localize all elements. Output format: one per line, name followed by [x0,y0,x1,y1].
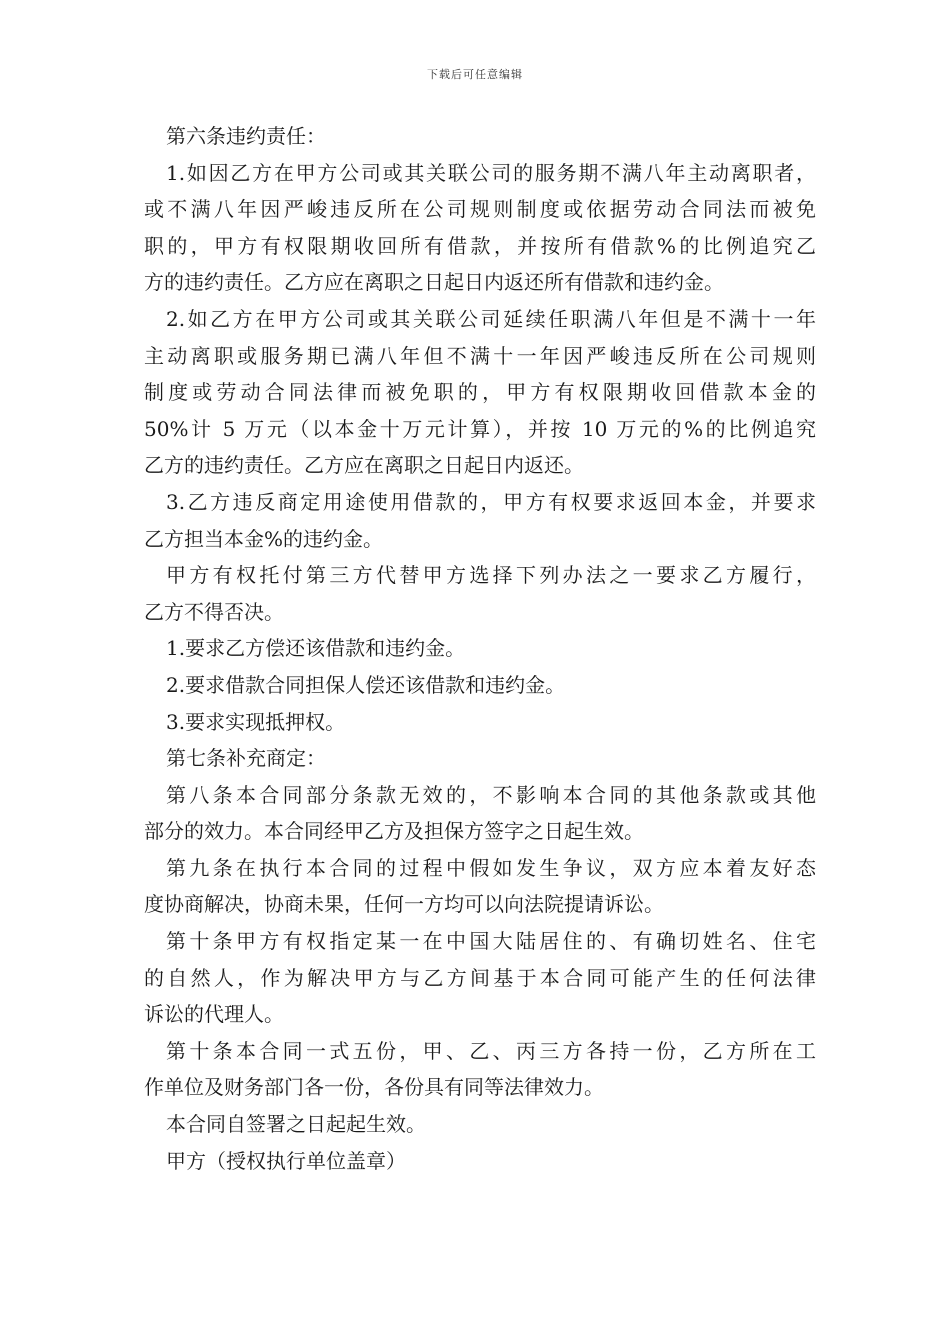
text-line: 部分的效力。本合同经甲乙方及担保方签字之日起生效。 [144,819,644,844]
text-line: 3.乙方违反商定用途使用借款的，甲方有权要求返回本金，并要求 [166,489,816,514]
text-line: 职的，甲方有权限期收回所有借款，并按所有借款%的比例追究乙 [144,233,816,258]
text-line: 1.要求乙方偿还该借款和违约金。 [166,636,466,661]
document-text [144,118,816,1179]
text-line: 甲方有权托付第三方代替甲方选择下列办法之一要求乙方履行， [166,563,816,588]
text-line: 第十条本合同一式五份，甲、乙、丙三方各持一份，乙方所在工 [166,1038,816,1063]
text-line: 方的违约责任。乙方应在离职之日起日内返还所有借款和违约金。 [144,270,724,295]
text-line: 本合同自签署之日起起生效。 [166,1112,426,1137]
text-line: 或不满八年因严峻违反所在公司规则制度或依据劳动合同法而被免 [144,197,816,222]
text-line: 主动离职或服务期已满八年但不满十一年因严峻违反所在公司规则 [144,343,816,368]
text-line: 作单位及财务部门各一份，各份具有同等法律效力。 [144,1075,604,1100]
text-line: 第十条甲方有权指定某一在中国大陆居住的、有确切姓名、住宅 [166,929,816,954]
text-line: 第八条本合同部分条款无效的，不影响本合同的其他条款或其他 [166,782,816,807]
text-line: 1.如因乙方在甲方公司或其关联公司的服务期不满八年主动离职者， [166,160,816,185]
text-line: 乙方担当本金%的违约金。 [144,526,384,551]
text-line: 乙方不得否决。 [144,599,284,624]
text-line: 3.要求实现抵押权。 [166,709,346,734]
text-line: 度协商解决，协商未果，任何一方均可以向法院提请诉讼。 [144,892,664,917]
text-line: 2.要求借款合同担保人偿还该借款和违约金。 [166,672,566,697]
text-line: 诉讼的代理人。 [144,1002,284,1027]
text-line: 第九条在执行本合同的过程中假如发生争议，双方应本着友好态 [166,855,816,880]
text-line: 50%计 5 万元（以本金十万元计算），并按 10 万元的%的比例追究 [144,416,816,441]
text-line: 制度或劳动合同法律而被免职的，甲方有权限期收回借款本金的 [144,380,816,405]
text-line: 第六条违约责任： [166,124,326,148]
text-line: 的自然人，作为解决甲方与乙方间基于本合同可能产生的任何法律 [144,965,816,990]
text-line: 甲方（授权执行单位盖章） [166,1148,406,1173]
text-line: 乙方的违约责任。乙方应在离职之日起日内返还。 [144,453,584,478]
text-line: 2.如乙方在甲方公司或其关联公司延续任职满八年但是不满十一年 [166,306,816,331]
text-line: 第七条补充商定： [166,746,326,771]
document-body [144,118,816,1179]
page-header: 下载后可任意编辑 [427,68,523,81]
